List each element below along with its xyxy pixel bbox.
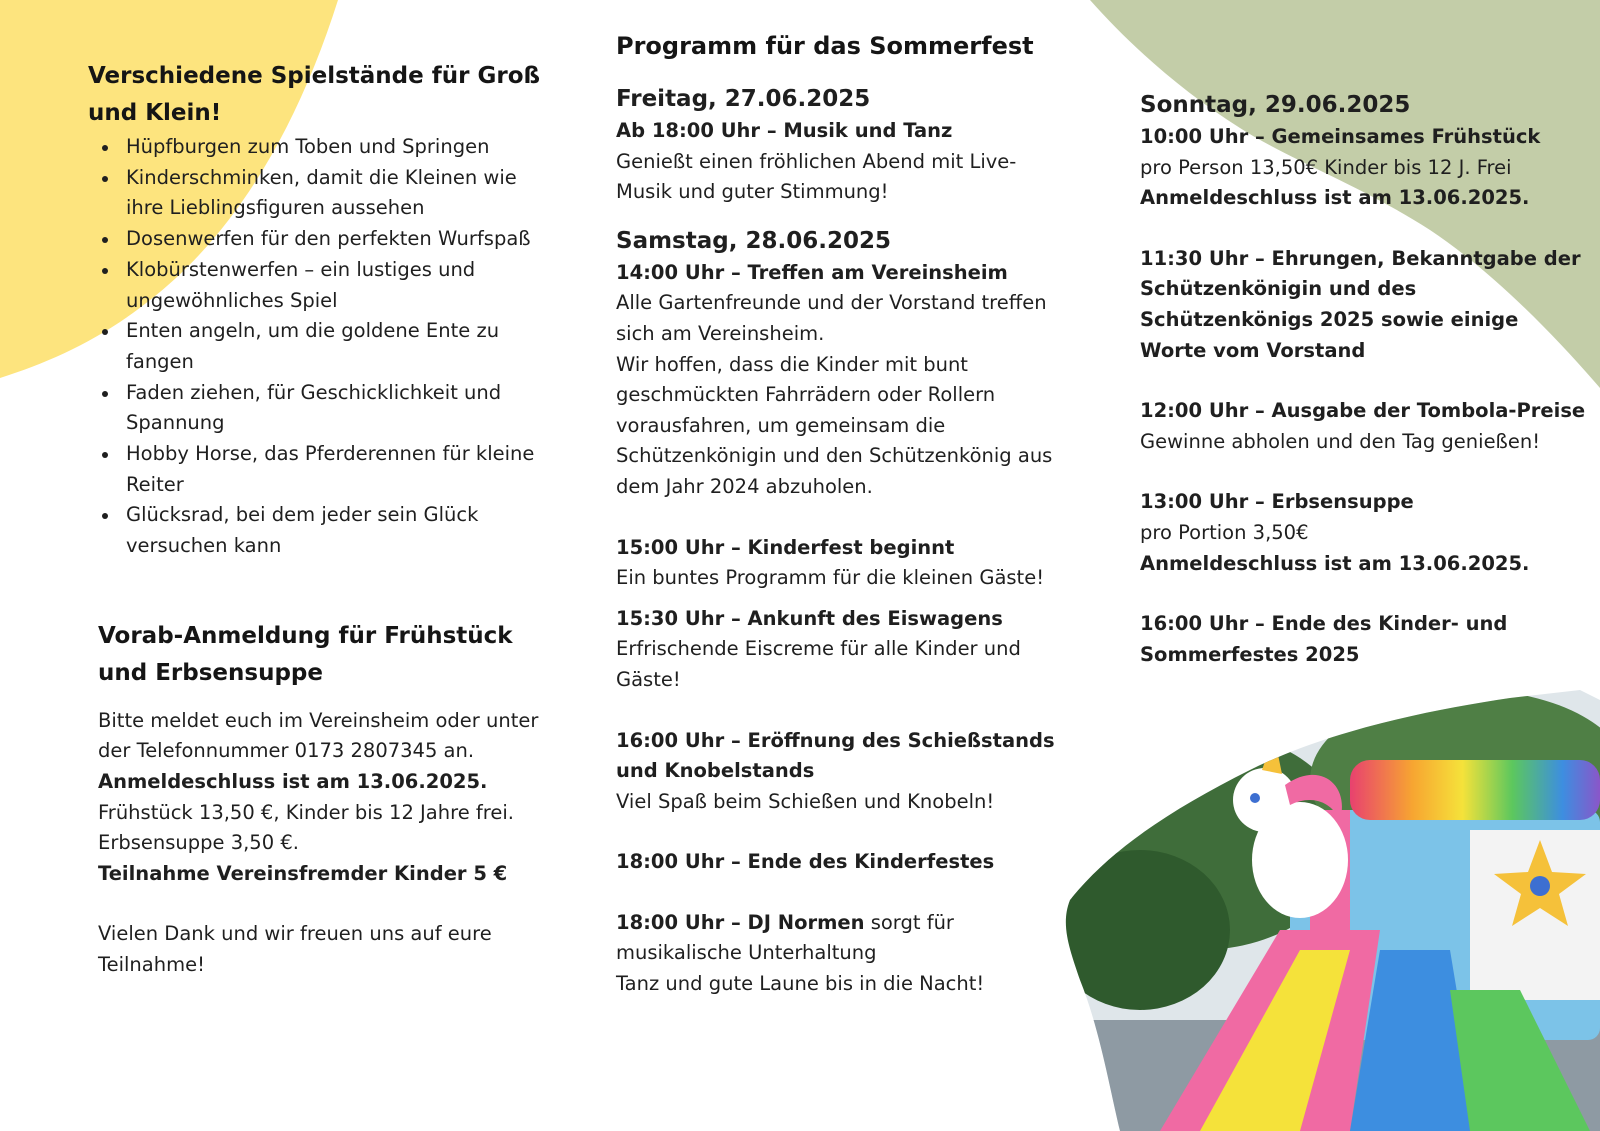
saturday-event-4-heading: 16:00 Uhr – Eröffnung des Schießstands und Knobelstands: [616, 728, 1055, 783]
list-item: Faden ziehen, für Geschicklichkeit und Spannung: [126, 378, 548, 439]
friday-text: Genießt einen fröhlichen Abend mit Live-Musik und guter Stimmung!: [616, 149, 1017, 204]
list-item: Kinderschminken, damit die Kleinen wie ihre Lieblingsfiguren aussehen: [126, 163, 548, 224]
signup-title: Vorab-Anmeldung für Frühstück und Erbsensuppe: [98, 622, 513, 686]
games-title: Verschiedene Spielstände für Groß und Klein!: [88, 63, 541, 126]
saturday-event-6-text: Tanz und gute Laune bis in die Nacht!: [616, 972, 985, 996]
sunday-event-1: [1140, 122, 1590, 214]
saturday-event-2-text: Ein buntes Programm für die kleinen Gäste!: [616, 566, 1045, 590]
saturday-event-3-heading: 15:30 Uhr – Ankunft des Eiswagens: [616, 606, 1003, 630]
saturday-event-3-text: Erfrischende Eiscreme für alle Kinder und Gäste!: [616, 637, 1021, 691]
thanks-text: Vielen Dank und wir freuen uns auf eure Teilnahme!: [98, 922, 492, 976]
breakfast-price: Frühstück 13,50 €, Kinder bis 12 Jahre frei.: [98, 800, 514, 824]
sunday-event-4-text: pro Portion 3,50€: [1140, 520, 1309, 544]
list-item: Glücksrad, bei dem jeder sein Glück versuchen kann: [126, 500, 548, 561]
left-column: [88, 58, 548, 981]
saturday-date: Samstag, 28.06.2025: [616, 227, 891, 254]
sunday-event-4: [1140, 487, 1590, 579]
sunday-event-1-deadline: Anmeldeschluss ist am 13.06.2025.: [1140, 186, 1530, 210]
guest-fee: Teilnahme Vereinsfremder Kinder 5 €: [98, 861, 508, 885]
sunday-event-2: [1140, 244, 1590, 366]
right-column: [1140, 88, 1590, 670]
saturday-event-2-heading: 15:00 Uhr – Kinderfest beginnt: [616, 535, 955, 559]
sunday-event-5-heading: 16:00 Uhr – Ende des Kinder- und Sommerfestes 2025: [1140, 612, 1508, 666]
saturday-event-1-text-2: Wir hoffen, dass die Kinder mit bunt geschmückten Fahrrädern oder Rollern vorausfahren, um gemeinsam die Schützenkönigin und den Schützenkönig aus dem Jahr 2024 abzuholen.: [616, 352, 1053, 498]
signup-section: [98, 618, 548, 981]
list-item: Enten angeln, um die goldene Ente zu fangen: [126, 316, 548, 377]
saturday-event-6-inline: sorgt für musikalische Unterhaltung: [616, 910, 954, 965]
sunday-event-1-text: pro Person 13,50€ Kinder bis 12 J. Frei: [1140, 155, 1512, 179]
bouncy-castle-photo: [1050, 690, 1600, 1131]
sunday-event-4-deadline: Anmeldeschluss ist am 13.06.2025.: [1140, 551, 1530, 575]
signup-deadline: Anmeldeschluss ist am 13.06.2025.: [98, 770, 488, 794]
sunday-event-4-heading: 13:00 Uhr – Erbsensuppe: [1140, 490, 1414, 514]
list-item: Dosenwerfen für den perfekten Wurfspaß: [126, 224, 548, 255]
friday-heading: Ab 18:00 Uhr – Musik und Tanz: [616, 119, 953, 142]
saturday-event-1-text: Alle Gartenfreunde und der Vorstand treffen sich am Vereinsheim.: [616, 291, 1047, 345]
program-title: Programm für das Sommerfest: [616, 32, 1034, 60]
sunday-event-3-heading: 12:00 Uhr – Ausgabe der Tombola-Preise: [1140, 399, 1586, 423]
sunday-event-2-heading: 11:30 Uhr – Ehrungen, Bekanntgabe der Schützenkönigin und des Schützenkönigs 2025 sowie einige Worte vom Vorstand: [1140, 246, 1581, 362]
sunday-event-3: [1140, 396, 1590, 457]
sunday-date: Sonntag, 29.06.2025: [1140, 92, 1411, 118]
list-item: Klobürstenwerfen – ein lustiges und ungewöhnliches Spiel: [126, 255, 548, 316]
sunday-event-1-heading: 10:00 Uhr – Gemeinsames Frühstück: [1140, 125, 1541, 148]
middle-column: [616, 26, 1056, 1000]
saturday-event-1-heading: 14:00 Uhr – Treffen am Vereinsheim: [616, 260, 1008, 284]
friday-date: Freitag, 27.06.2025: [616, 86, 871, 112]
saturday-event-5-heading: 18:00 Uhr – Ende des Kinderfestes: [616, 850, 995, 874]
saturday-event-4-text: Viel Spaß beim Schießen und Knobeln!: [616, 789, 995, 813]
sunday-event-3-text: Gewinne abholen und den Tag genießen!: [1140, 429, 1541, 453]
list-item: Hüpfburgen zum Toben und Springen: [126, 132, 548, 163]
saturday-event-6-heading: 18:00 Uhr – DJ Normen: [616, 910, 865, 934]
sunday-event-5: [1140, 609, 1590, 670]
saturday-event-6-line: [616, 908, 1056, 969]
list-item: Hobby Horse, das Pferderennen für kleine Reiter: [126, 439, 548, 500]
soup-price: Erbsensuppe 3,50 €.: [98, 831, 299, 855]
games-list: [88, 132, 548, 562]
signup-instructions: Bitte meldet euch im Vereinsheim oder unter der Telefonnummer 0173 2807345 an.: [98, 708, 539, 763]
